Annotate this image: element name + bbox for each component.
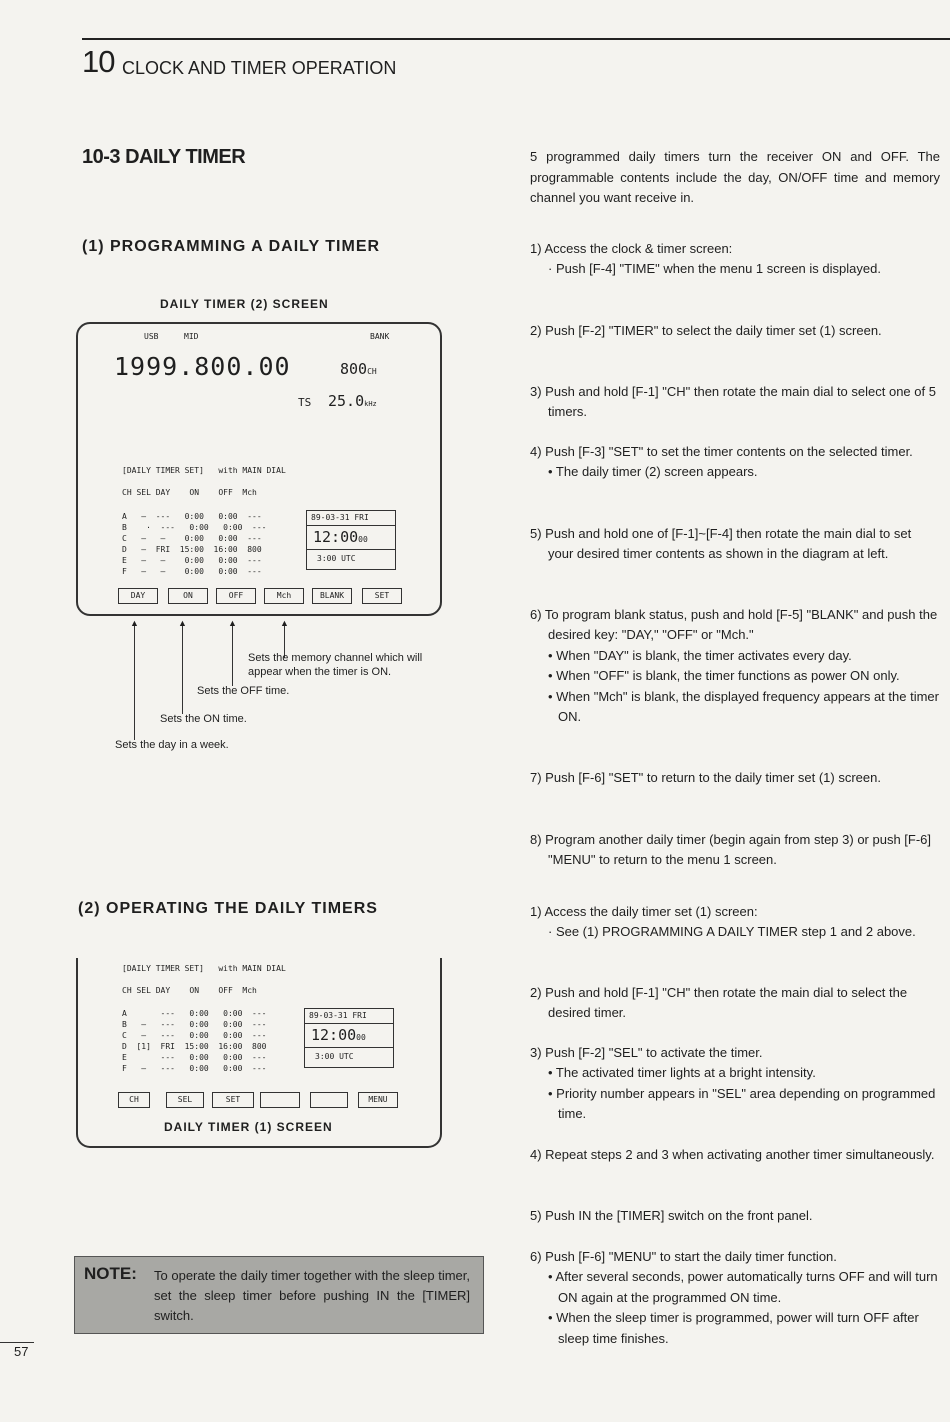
step-text: 5) Push IN the [TIMER] switch on the front panel. <box>530 1208 813 1223</box>
fkey-mch[interactable]: Mch <box>264 588 304 604</box>
timer-row-f: F — — 0:00 0:00 --- <box>122 567 262 576</box>
daily-timer-2-screen <box>76 322 442 616</box>
fkey-menu[interactable]: MENU <box>358 1092 398 1108</box>
step-text: 1) Access the clock & timer screen: <box>530 241 733 256</box>
page-number-rule <box>0 1342 34 1343</box>
steps1-item <box>530 321 940 341</box>
steps1-item <box>530 830 940 871</box>
annotation-off: Sets the OFF time. <box>197 685 290 697</box>
fkey-day[interactable]: DAY <box>118 588 158 604</box>
fkey-blank[interactable]: BLANK <box>312 588 352 604</box>
steps2-item <box>530 902 940 943</box>
clock-seconds-2: 00 <box>356 1033 366 1042</box>
timer-row-c-2: C — --- 0:00 0:00 --- <box>122 1031 267 1040</box>
steps1-item <box>530 239 940 280</box>
arrowhead-off-icon: ▲ <box>228 618 237 628</box>
clock-info-box <box>306 510 396 570</box>
ts-value: 25.0 <box>328 392 365 410</box>
clock-seconds: 00 <box>358 535 368 544</box>
step-text: 3) Push [F-2] "SEL" to activate the timer. <box>530 1045 763 1060</box>
step-text: 2) Push and hold [F-1] "CH" then rotate the main dial to select the desired timer. <box>530 985 908 1021</box>
arrow-day <box>134 624 135 740</box>
step-text: 3) Push and hold [F-1] "CH" then rotate the main dial to select one of 5 timers. <box>530 384 936 420</box>
frequency-display: 1999.800.00 <box>114 352 291 381</box>
arrowhead-on-icon: ▲ <box>178 618 187 628</box>
fkey-blank-5[interactable] <box>310 1092 348 1108</box>
step-bullet: • When "OFF" is blank, the timer functions as power ON only. <box>548 668 900 684</box>
annotation-mch: Sets the memory channel which will appear when the timer is ON. <box>248 652 423 678</box>
fkey-sel[interactable]: SEL <box>166 1092 204 1108</box>
timer-row-b-2: B — --- 0:00 0:00 --- <box>122 1020 267 1029</box>
arrow-on <box>182 624 183 714</box>
timer-columns-2: CH SEL DAY ON OFF Mch <box>122 986 257 995</box>
timer-row-a-2: A --- 0:00 0:00 --- <box>122 1009 267 1018</box>
bank-label: BANK <box>370 332 390 341</box>
note-label: NOTE: <box>84 1264 137 1283</box>
part1-caption: DAILY TIMER (2) SCREEN <box>160 297 329 311</box>
steps2-item <box>530 1247 940 1349</box>
step-bullet: • When "DAY" is blank, the timer activates every day. <box>548 647 852 663</box>
step-text: 5) Push and hold one of [F-1]~[F-4] then rotate the main dial to set your desired timer contents as shown in the diagram at left. <box>530 526 912 562</box>
section-title: 10-3 DAILY TIMER <box>82 146 246 168</box>
timer-row-e: E — — 0:00 0:00 --- <box>122 556 262 565</box>
timer-set-line-2: [DAILY TIMER SET] with MAIN DIAL <box>122 964 286 973</box>
timer-row-f-2: F — --- 0:00 0:00 --- <box>122 1064 267 1073</box>
header-rule <box>82 38 950 40</box>
note-text: To operate the daily timer together with the sleep timer, set the sleep timer before pushing IN the [TIMER] switch. <box>154 1268 470 1323</box>
step-text: 4) Repeat steps 2 and 3 when activating another timer simultaneously. <box>530 1147 935 1162</box>
chapter-number: 10 <box>82 44 115 79</box>
step-text: 4) Push [F-3] "SET" to set the timer contents on the selected timer. <box>530 444 913 459</box>
annotation-on: Sets the ON time. <box>160 713 247 725</box>
arrow-off <box>232 624 233 686</box>
part2-title: (2) OPERATING THE DAILY TIMERS <box>78 900 378 917</box>
chapter-title: CLOCK AND TIMER OPERATION <box>122 58 397 78</box>
timer-row-d-2: D [1] FRI 15:00 16:00 800 <box>122 1042 267 1051</box>
fkey-blank-4[interactable] <box>260 1092 300 1108</box>
timer-row-b: B · --- 0:00 0:00 --- <box>122 523 267 532</box>
intro-text: 5 programmed daily timers turn the receiver ON and OFF. The programmable contents include the day, ON/OFF time and memory channel you want receive in. <box>530 149 940 205</box>
channel-display <box>340 360 377 378</box>
steps1-item <box>530 768 940 788</box>
ts-display <box>328 392 377 410</box>
steps1-item <box>530 524 940 565</box>
fkey-off[interactable]: OFF <box>216 588 256 604</box>
fkey-set-2[interactable]: SET <box>212 1092 254 1108</box>
timer-row-e-2: E --- 0:00 0:00 --- <box>122 1053 267 1062</box>
steps1-item <box>530 382 940 423</box>
arrowhead-mch-icon: ▲ <box>280 618 289 628</box>
timer-row-a: A — --- 0:00 0:00 --- <box>122 512 262 521</box>
utc-display: 3:00 UTC <box>317 554 356 563</box>
date-display-2: 89-03-31 FRI <box>309 1011 367 1020</box>
clock-display <box>313 528 368 546</box>
utc-display-2: 3:00 UTC <box>315 1052 354 1061</box>
timer-set-line: [DAILY TIMER SET] with MAIN DIAL <box>122 466 286 475</box>
step-bullet: • When "Mch" is blank, the displayed frequency appears at the timer ON. <box>548 688 939 725</box>
steps2-item <box>530 1043 940 1125</box>
annotation-day: Sets the day in a week. <box>115 739 229 751</box>
part1-title: (1) PROGRAMMING A DAILY TIMER <box>82 238 381 255</box>
steps1-item <box>530 605 940 727</box>
step-bullet: · Push [F-4] "TIME" when the menu 1 screen is displayed. <box>548 261 881 277</box>
step-bullet: • The activated timer lights at a bright intensity. <box>548 1065 816 1081</box>
fkey-ch[interactable]: CH <box>118 1092 150 1108</box>
step-bullet: • Priority number appears in "SEL" area depending on programmed time. <box>548 1085 936 1122</box>
arrowhead-day-icon: ▲ <box>130 618 139 628</box>
step-text: 1) Access the daily timer set (1) screen: <box>530 904 758 919</box>
ts-label: TS <box>298 396 312 409</box>
fkey-set[interactable]: SET <box>362 588 402 604</box>
step-bullet: · See (1) PROGRAMMING A DAILY TIMER step 1 and 2 above. <box>548 924 916 940</box>
page-number: 57 <box>14 1344 29 1359</box>
part2-caption: DAILY TIMER (1) SCREEN <box>164 1120 333 1134</box>
fkey-on[interactable]: ON <box>168 588 208 604</box>
clock-info-box-2 <box>304 1008 394 1068</box>
clock-time: 12:00 <box>313 528 359 546</box>
step-text: 2) Push [F-2] "TIMER" to select the daily timer set (1) screen. <box>530 323 882 338</box>
clock-time-2: 12:00 <box>311 1026 357 1044</box>
mode-label: USB <box>144 332 159 341</box>
steps2-item <box>530 1206 940 1226</box>
clock-display-2 <box>311 1026 366 1044</box>
filter-label: MID <box>184 332 199 341</box>
date-display: 89-03-31 FRI <box>311 513 369 522</box>
step-text: 6) To program blank status, push and hold [F-5] "BLANK" and push the desired key: "DAY," "OFF" or "Mch." <box>530 607 938 643</box>
steps2-item <box>530 1145 940 1165</box>
channel-number: 800 <box>340 360 368 378</box>
steps2-item <box>530 983 940 1024</box>
steps1-item <box>530 442 940 483</box>
timer-row-d: D — FRI 15:00 16:00 800 <box>122 545 262 554</box>
step-bullet: • When the sleep timer is programmed, power will turn OFF after sleep time finishes. <box>548 1310 919 1346</box>
step-text: 6) Push [F-6] "MENU" to start the daily timer function. <box>530 1249 837 1264</box>
timer-columns: CH SEL DAY ON OFF Mch <box>122 488 257 497</box>
ts-unit: kHz <box>364 400 377 408</box>
step-text: 7) Push [F-6] "SET" to return to the daily timer set (1) screen. <box>530 770 881 785</box>
step-bullet: • After several seconds, power automatically turns OFF and will turn ON again at the programmed ON time. <box>548 1269 938 1305</box>
channel-unit: CH <box>367 367 377 376</box>
step-bullet: • The daily timer (2) screen appears. <box>548 464 758 480</box>
step-text: 8) Program another daily timer (begin again from step 3) or push [F-6] "MENU" to return to the menu 1 screen. <box>530 832 932 868</box>
timer-row-c: C — — 0:00 0:00 --- <box>122 534 262 543</box>
